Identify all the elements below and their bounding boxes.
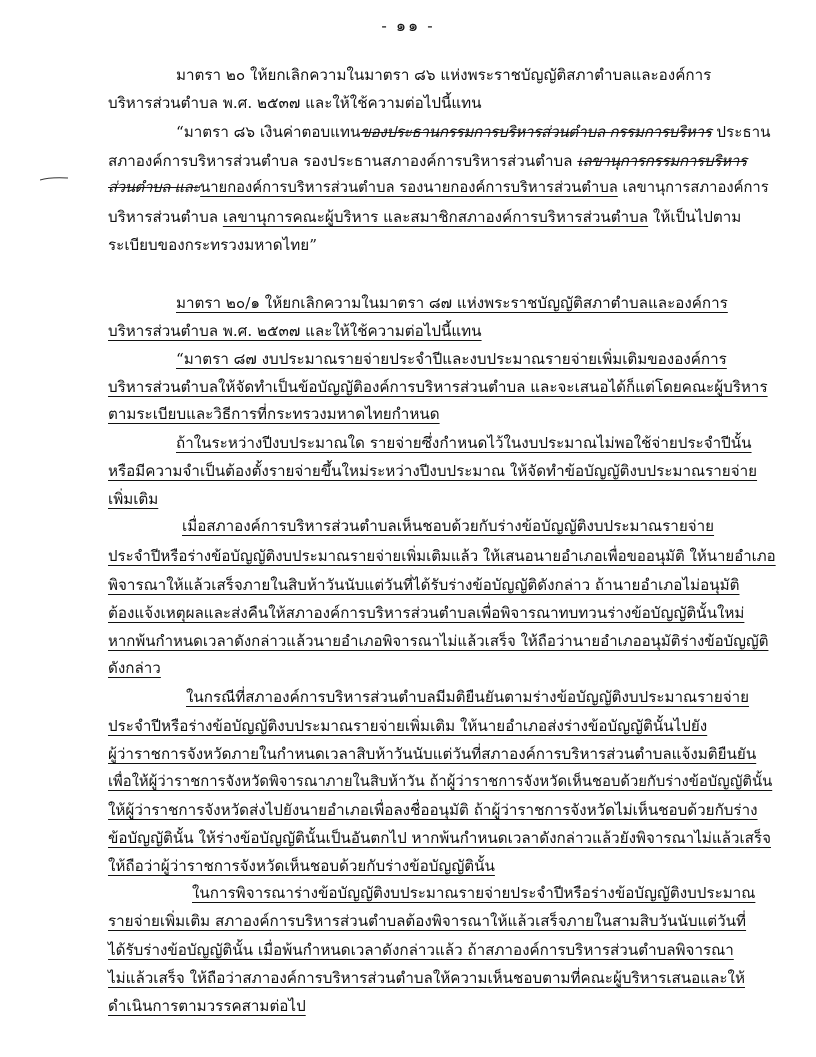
section-86-line-5: ระเบียบของกระทรวงมหาดไทย” <box>108 236 317 254</box>
section-87-p3-line: เมื่อสภาองค์การบริหารส่วนตำบลเห็นชอบด้วยกับร่างข้อบัญญัติงบประมาณรายจ่าย <box>182 517 715 535</box>
section-87-p4-line: ประจำปีหรือร่างข้อบัญญัติงบประมาณรายจ่ายเพิ่มเติม ให้นายอำเภอส่งร่างข้อบัญญัตินั้นไปยัง <box>108 717 708 735</box>
margin-pen-mark <box>40 176 70 182</box>
section-87-p5-line: รายจ่ายเพิ่มเติม สภาองค์การบริหารส่วนตำบลต้องพิจารณาให้แล้วเสร็จภายในสามสิบวันนับแต่วันที่ <box>108 912 747 930</box>
section-20-1-line-2: บริหารส่วนตำบล พ.ศ. ๒๕๓๗ และให้ใช้ความต่อไปนี้แทน <box>108 322 482 340</box>
section-86-line-2 <box>108 148 747 174</box>
section-87-p3-line: ต้องแจ้งเหตุผลและส่งคืนให้สภาองค์การบริหารส่วนตำบลเพื่อพิจารณาทบทวนร่างข้อบัญญัตินั้นใหม่ <box>108 604 745 622</box>
text-run: สภาองค์การบริหารส่วนตำบล รองประธานสภาองค์การบริหารส่วนตำบล <box>108 152 578 170</box>
section-87-p5-line: ได้รับร่างข้อบัญญัตินั้น เมื่อพ้นกำหนดเวลาดังกล่าวแล้ว ถ้าสภาองค์การบริหารส่วนตำบลพิจารณา <box>108 941 734 959</box>
struck-text: เลขานุการกรรมการบริหาร <box>577 152 747 170</box>
section-87-p4-line: ให้ผู้ว่าราชการจังหวัดส่งไปยังนายอำเภอเพื่อลงชื่ออนุมัติ ถ้าผู้ว่าราชการจังหวัดไม่เห็นชอบด้วยกับร่าง <box>108 801 758 819</box>
section-87-p3-line: พิจารณาให้แล้วเสร็จภายในสิบห้าวันนับแต่วันที่ได้รับร่างข้อบัญญัติดังกล่าว ถ้านายอำเภอไม่อนุมัติ <box>108 576 740 594</box>
section-87-p1-line: “มาตรา ๘๗ งบประมาณรายจ่ายประจำปีและงบประมาณรายจ่ายเพิ่มเติมขององค์การ <box>176 350 727 368</box>
section-87-p5-line: ไม่แล้วเสร็จ ให้ถือว่าสภาองค์การบริหารส่วนตำบลให้ความเห็นชอบตามที่คณะผู้บริหารเสนอและให้ <box>108 969 745 987</box>
section-86-line-3 <box>108 175 769 201</box>
section-87-p1-line: บริหารส่วนตำบลให้จัดทำเป็นข้อบัญญัติองค์การบริหารส่วนตำบล และจะเสนอได้ก็แต่โดยคณะผู้บริหาร <box>108 378 768 396</box>
section-87-p4-line: เพื่อให้ผู้ว่าราชการจังหวัดพิจารณาภายในสิบห้าวัน ถ้าผู้ว่าราชการจังหวัดเห็นชอบด้วยกับร่างข้อบัญญัตินั้น <box>108 773 773 790</box>
text-run: ให้เป็นไปตาม <box>648 208 742 226</box>
text-run: ประธาน <box>711 123 771 141</box>
section-87-p2-line: เพิ่มเติม <box>108 490 159 508</box>
section-87-p1-line: ตามระเบียบและวิธีการที่กระทรวงมหาดไทยกำหนด <box>108 405 440 423</box>
section-87-p2-line: หรือมีความจำเป็นต้องตั้งรายจ่ายขึ้นใหม่ระหว่างปีงบประมาณ ให้จัดทำข้อบัญญัติงบประมาณรายจ่าย <box>108 462 758 480</box>
section-87-p4-line: ผู้ว่าราชการจังหวัดภายในกำหนดเวลาสิบห้าวันนับแต่วันที่สภาองค์การบริหารส่วนตำบลแจ้งมติยืนยัน <box>108 745 757 763</box>
section-87-p3-line: ประจำปีหรือร่างข้อบัญญัติงบประมาณรายจ่ายเพิ่มเติมแล้ว ให้เสนอนายอำเภอเพื่อขออนุมัติ ให้นายอำเภอ <box>108 547 776 565</box>
struck-text: ของประธานกรรมการบริหารส่วนตำบล กรรมการบริหาร <box>360 123 712 141</box>
page-number: - ๑๑ - <box>381 16 435 35</box>
section-20-line-2: บริหารส่วนตำบล พ.ศ. ๒๕๓๗ และให้ใช้ความต่อไปนี้แทน <box>108 94 482 112</box>
text-run: “มาตรา ๘๖ เงินค่าตอบแทน <box>176 123 361 141</box>
section-20-line-1: มาตรา ๒๐ ให้ยกเลิกความในมาตรา ๘๖ แห่งพระราชบัญญัติสภาตำบลและองค์การ <box>176 66 712 84</box>
section-87-p3-line: ดังกล่าว <box>108 659 161 677</box>
section-87-p3-line: หากพ้นกำหนดเวลาดังกล่าวแล้วนายอำเภอพิจารณาไม่แล้วเสร็จ ให้ถือว่านายอำเภออนุมัติร่างข้อบัญญัติ <box>108 632 769 650</box>
section-87-p2-line: ถ้าในระหว่างปีงบประมาณใด รายจ่ายซึ่งกำหนดไว้ในงบประมาณไม่พอใช้จ่ายประจำปีนั้น <box>176 434 752 452</box>
underlined-text: เลขานุการคณะผู้บริหาร และสมาชิกสภาองค์การบริหารส่วนตำบล <box>222 208 649 226</box>
section-87-p5-line: ดำเนินการตามวรรคสามต่อไป <box>108 997 306 1015</box>
section-87-p4-line: ข้อบัญญัตินั้น ให้ร่างข้อบัญญัตินั้นเป็นอันตกไป หากพ้นกำหนดเวลาดังกล่าวแล้วยังพิจารณาไม่แล้วเสร็จ <box>108 829 771 847</box>
underlined-text: นายกองค์การบริหารส่วนตำบล รองนายกองค์การบริหารส่วนตำบล <box>200 179 618 196</box>
text-run: บริหารส่วนตำบล <box>108 208 223 226</box>
section-87-p4-line: ในกรณีที่สภาองค์การบริหารส่วนตำบลมีมติยืนยันตามร่างข้อบัญญัติงบประมาณรายจ่าย <box>186 688 750 706</box>
section-87-p4-line: ให้ถือว่าผู้ว่าราชการจังหวัดเห็นชอบด้วยกับร่างข้อบัญญัตินั้น <box>108 857 495 875</box>
section-87-p5-line: ในการพิจารณาร่างข้อบัญญัติงบประมาณรายจ่ายประจำปีหรือร่างข้อบัญญัติงบประมาณ <box>192 884 756 902</box>
section-86-line-1 <box>176 119 771 145</box>
section-86-line-4 <box>108 204 741 230</box>
text-run: เลขานุการสภาองค์การ <box>617 179 769 196</box>
struck-text: ส่วนตำบล และ <box>108 179 201 196</box>
section-20-1-line-1: มาตรา ๒๐/๑ ให้ยกเลิกความในมาตรา ๘๗ แห่งพระราชบัญญัติสภาตำบลและองค์การ <box>176 294 728 312</box>
